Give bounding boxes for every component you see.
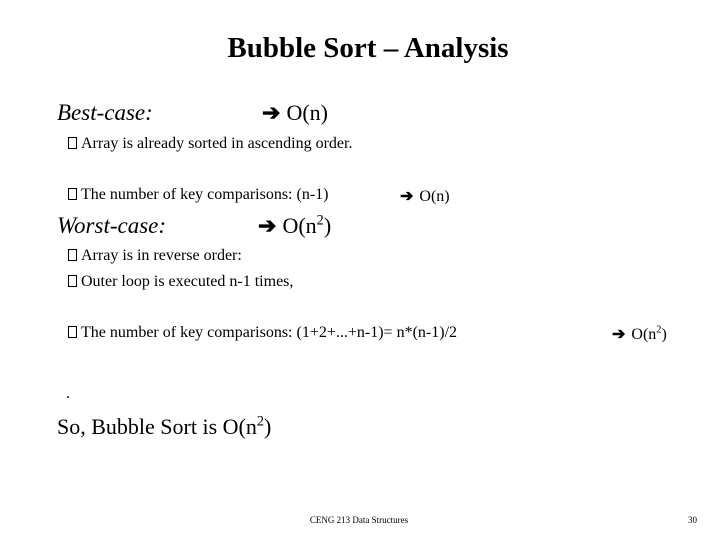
best-case-complexity (262, 100, 328, 126)
bullet-box-icon (68, 188, 77, 200)
right-arrow-icon: ➔ (258, 213, 277, 238)
best-bullet-2: The number of key comparisons: (n-1) (81, 186, 329, 203)
worst-bullet-3: The number of key comparisons: (1+2+...+n-1)= n*(n-1)/2 (81, 324, 458, 341)
bullet-box-icon (68, 275, 77, 287)
page-number: 30 (688, 515, 697, 525)
list-item (68, 324, 457, 342)
stray-dot: . (66, 385, 70, 402)
bullet-box-icon (68, 326, 77, 338)
worst-case-label: Worst-case: (57, 213, 167, 238)
right-arrow-icon: ➔ (400, 188, 414, 205)
worst-complexity-base: O(n (282, 213, 317, 238)
best-comparisons-result (400, 186, 450, 206)
list-item (68, 135, 352, 153)
right-arrow-icon: ➔ (262, 100, 281, 125)
best-bullet-1: Array is already sorted in ascending order. (81, 135, 353, 152)
worst-comparisons-base: O(n (631, 326, 657, 343)
best-case-complexity-text: O(n) (286, 100, 328, 125)
bullet-box-icon (68, 137, 77, 149)
list-item (68, 247, 242, 265)
worst-comparisons-result (612, 324, 667, 344)
slide-title: Bubble Sort – Analysis (227, 32, 509, 64)
bullet-box-icon (68, 249, 77, 261)
conclusion-text: So, Bubble Sort is O(n (57, 414, 257, 439)
worst-comparisons-close: ) (661, 326, 667, 343)
worst-complexity-close: ) (323, 213, 332, 238)
worst-bullet-1: Array is in reverse order: (81, 247, 242, 264)
right-arrow-icon: ➔ (612, 326, 626, 343)
list-item (68, 186, 328, 204)
worst-complexity-exp: 2 (316, 212, 324, 229)
conclusion-close: ) (264, 414, 272, 439)
list-item (68, 273, 293, 291)
best-case-label: Best-case: (57, 100, 153, 125)
conclusion-exp: 2 (256, 413, 265, 430)
worst-case-complexity (258, 213, 331, 239)
best-comparisons-result-text: O(n) (419, 188, 450, 205)
conclusion (57, 414, 271, 440)
worst-bullet-2: Outer loop is executed n-1 times, (81, 273, 294, 290)
worst-comparisons-exp: 2 (656, 324, 662, 336)
footer-course: CENG 213 Data Structures (309, 515, 409, 525)
